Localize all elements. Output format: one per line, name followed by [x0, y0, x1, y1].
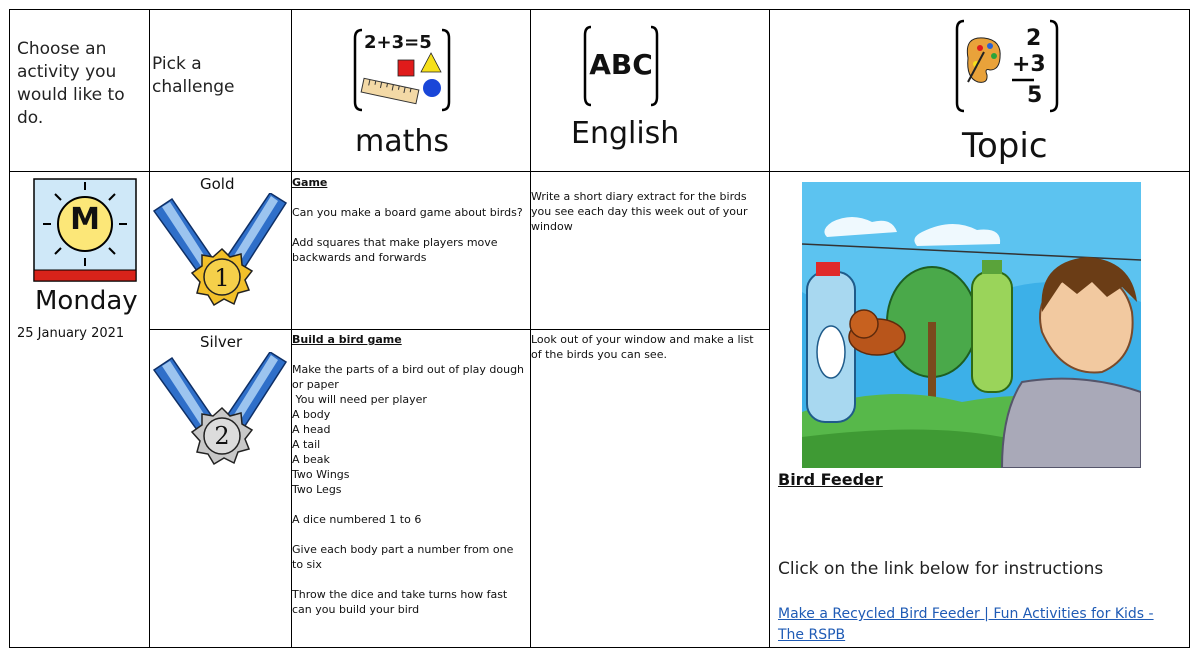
- day-date: 25 January 2021: [17, 326, 125, 341]
- topic-heading: Topic: [962, 126, 1048, 166]
- day-name: Monday: [35, 286, 138, 316]
- grid-line: [9, 9, 1190, 10]
- english-heading: English: [571, 116, 680, 151]
- grid-line: [769, 9, 770, 648]
- bird-part-item: Two Legs: [292, 483, 342, 496]
- silver-maths-p3: A dice numbered 1 to 6: [292, 513, 422, 526]
- gold-english-activity: Write a short diary extract for the birds you see each day this week out of your window: [531, 190, 748, 233]
- grid-line: [1189, 9, 1190, 648]
- gold-maths-activity: [292, 175, 524, 265]
- bird-part-item: A head: [292, 423, 331, 436]
- grid-line: [9, 171, 1190, 172]
- rspb-bird-feeder-link[interactable]: Make a Recycled Bird Feeder | Fun Activities for Kids - The RSPB: [778, 606, 1154, 643]
- topic-instructions: Click on the link below for instructions: [778, 559, 1104, 579]
- topic-bottom-number: 5: [1027, 83, 1043, 108]
- silver-medal-icon: [152, 352, 292, 482]
- silver-maths-p2: You will need per player: [292, 393, 427, 406]
- topic-activity-title: Bird Feeder: [778, 470, 883, 489]
- silver-medal-number: 2: [214, 422, 230, 450]
- gold-label: Gold: [200, 175, 235, 193]
- grid-line: [530, 9, 531, 648]
- gold-medal-number: 1: [214, 264, 230, 292]
- maths-heading: maths: [355, 124, 450, 159]
- english-symbol-text: ABC: [589, 48, 653, 81]
- bird-part-item: A tail: [292, 438, 321, 451]
- bird-feeder-illustration: [802, 182, 1141, 468]
- gold-maths-title: Game: [292, 176, 328, 189]
- grid-line: [149, 329, 769, 330]
- maths-equation: 2+3=5: [364, 32, 432, 53]
- gold-medal-icon: [152, 193, 292, 323]
- gold-maths-line: Can you make a board game about birds?: [292, 206, 523, 219]
- silver-maths-activity: [292, 332, 526, 617]
- silver-label: Silver: [200, 333, 243, 351]
- silver-maths-p5: Throw the dice and take turns how fast can you build your bird: [292, 588, 508, 616]
- bird-part-item: A body: [292, 408, 331, 421]
- intro-text: Choose an activity you would like to do.: [17, 39, 125, 128]
- grid-line: [149, 9, 150, 648]
- gold-maths-line: Add squares that make players move backwards and forwards: [292, 236, 498, 264]
- monday-letter: M: [70, 202, 100, 237]
- silver-maths-p1: Make the parts of a bird out of play dough or paper: [292, 363, 525, 391]
- silver-english-activity: Look out of your window and make a list of the birds you can see.: [531, 333, 754, 361]
- challenge-text: Pick a challenge: [152, 54, 235, 97]
- topic-mid-number: +3: [1012, 52, 1046, 77]
- topic-top-number: 2: [1026, 26, 1042, 51]
- grid-line: [9, 9, 10, 648]
- silver-maths-title: Build a bird game: [292, 333, 402, 346]
- bird-part-item: Two Wings: [292, 468, 350, 481]
- bird-part-item: A beak: [292, 453, 330, 466]
- grid-line: [9, 647, 1190, 648]
- silver-maths-p4: Give each body part a number from one to six: [292, 543, 514, 571]
